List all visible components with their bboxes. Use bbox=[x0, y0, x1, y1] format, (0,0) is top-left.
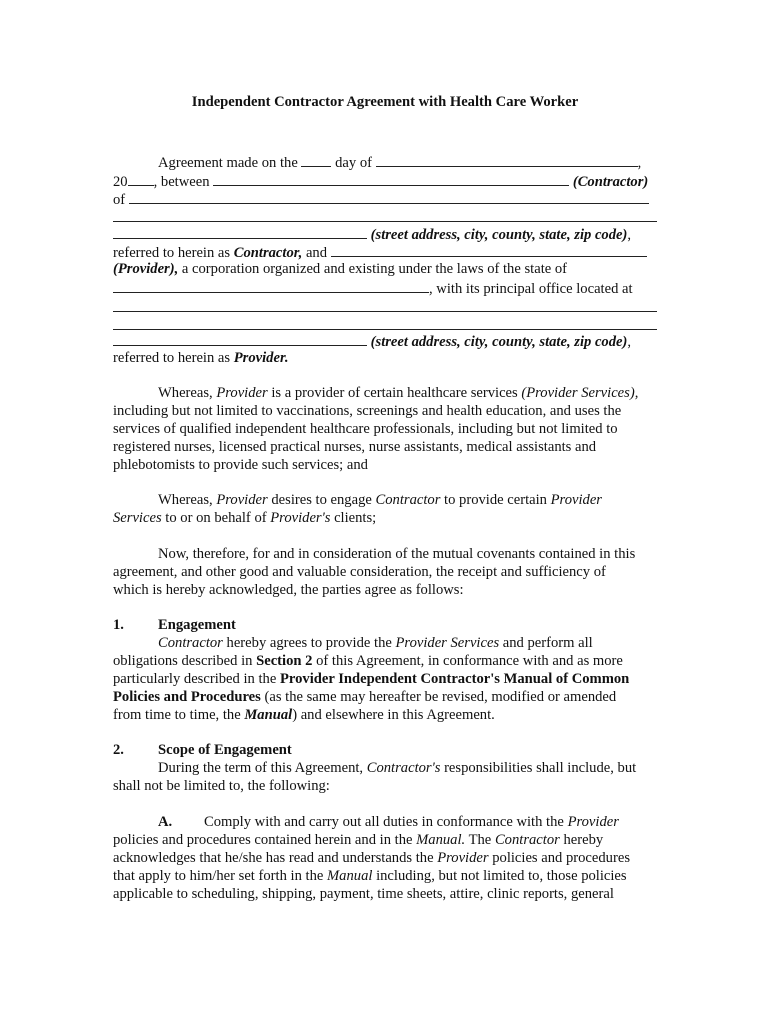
section1-heading: Engagement bbox=[158, 617, 236, 633]
section2-heading: Scope of Engagement bbox=[158, 742, 292, 758]
provider-address-rule-2[interactable] bbox=[113, 329, 657, 330]
now-line-2: agreement, and other good and valuable consideration, the receipt and sufficiency of bbox=[113, 564, 606, 580]
intro-line-2: 20 , between (Contractor) bbox=[113, 171, 648, 191]
provider-address-rule-1[interactable] bbox=[113, 311, 657, 312]
contractor-address-rule[interactable] bbox=[113, 221, 657, 222]
intro-line-4: (street address, city, county, state, zip code), bbox=[113, 224, 631, 244]
document-title: Independent Contractor Agreement with Health Care Worker bbox=[191, 94, 579, 110]
itemA-line-4: that apply to him/her set forth in the Manual including, but not limited to, those policies bbox=[113, 868, 627, 884]
provider-address-blank[interactable] bbox=[113, 331, 367, 346]
provider-name-blank[interactable] bbox=[331, 242, 647, 257]
itemA-letter: A. bbox=[158, 814, 173, 830]
itemA-line-5: applicable to scheduling, shipping, payment, time sheets, attire, clinic reports, general bbox=[113, 886, 614, 902]
whereas2-line-1: Whereas, Provider desires to engage Contractor to provide certain Provider bbox=[158, 492, 602, 508]
state-blank[interactable] bbox=[113, 278, 429, 293]
whereas1-line-3: services of qualified independent healthcare professionals, including but not limited to bbox=[113, 421, 618, 437]
intro-line-6: (Provider), a corporation organized and existing under the laws of the state of bbox=[113, 261, 568, 277]
whereas1-line-4: registered nurses, licensed practical nurses, nurse assistants, medical assistants and bbox=[113, 439, 597, 455]
itemA-line-1: Comply with and carry out all duties in conformance with the Provider bbox=[204, 814, 619, 830]
now-line-1: Now, therefore, for and in consideration of the mutual covenants contained in this bbox=[158, 546, 636, 562]
intro-line-7: , with its principal office located at bbox=[113, 278, 633, 298]
section1-line-1: Contractor hereby agrees to provide the Provider Services and perform all bbox=[158, 635, 593, 651]
year-blank[interactable] bbox=[128, 171, 154, 186]
section2-number: 2. bbox=[113, 742, 124, 758]
intro-line-1: Agreement made on the day of , bbox=[158, 152, 641, 172]
intro-line-8: (street address, city, county, state, zip code), bbox=[113, 331, 631, 351]
month-blank[interactable] bbox=[376, 152, 638, 167]
section1-line-2: obligations described in Section 2 of this Agreement, in conformance with and as more bbox=[113, 653, 623, 669]
itemA-line-3: acknowledges that he/she has read and understands the Provider policies and procedures bbox=[113, 850, 630, 866]
whereas2-line-2: Services to or on behalf of Provider's clients; bbox=[113, 510, 377, 526]
section1-number: 1. bbox=[113, 617, 124, 633]
section2-line-1: During the term of this Agreement, Contractor's responsibilities shall include, but bbox=[158, 760, 637, 776]
itemA-line-2: policies and procedures contained herein and in the Manual. The Contractor hereby bbox=[113, 832, 604, 848]
section2-line-2: shall not be limited to, the following: bbox=[113, 778, 330, 794]
contractor-name-blank[interactable] bbox=[213, 171, 569, 186]
section1-line-4: Policies and Procedures (as the same may hereafter be revised, modified or amended bbox=[113, 689, 617, 705]
whereas1-line-2: including but not limited to vaccinations, screenings and health education, and uses the bbox=[113, 403, 622, 419]
intro-line-9: referred to herein as Provider. bbox=[113, 350, 289, 366]
contractor-address-blank-2[interactable] bbox=[113, 224, 367, 239]
whereas1-line-1: Whereas, Provider is a provider of certain healthcare services (Provider Services), bbox=[158, 385, 639, 401]
contractor-label: (Contractor) bbox=[572, 174, 649, 190]
section1-line-5: from time to time, the Manual) and elsewhere in this Agreement. bbox=[113, 707, 495, 723]
whereas1-line-5: phlebotomists to provide such services; and bbox=[113, 457, 368, 473]
intro-line-3: of bbox=[113, 189, 649, 209]
day-blank[interactable] bbox=[301, 152, 331, 167]
intro-line-5: referred to herein as Contractor, and bbox=[113, 242, 647, 262]
now-line-3: which is hereby acknowledged, the parties agree as follows: bbox=[113, 582, 464, 598]
contractor-address-blank[interactable] bbox=[129, 189, 649, 204]
section1-line-3: particularly described in the Provider Independent Contractor's Manual of Common bbox=[113, 671, 630, 687]
